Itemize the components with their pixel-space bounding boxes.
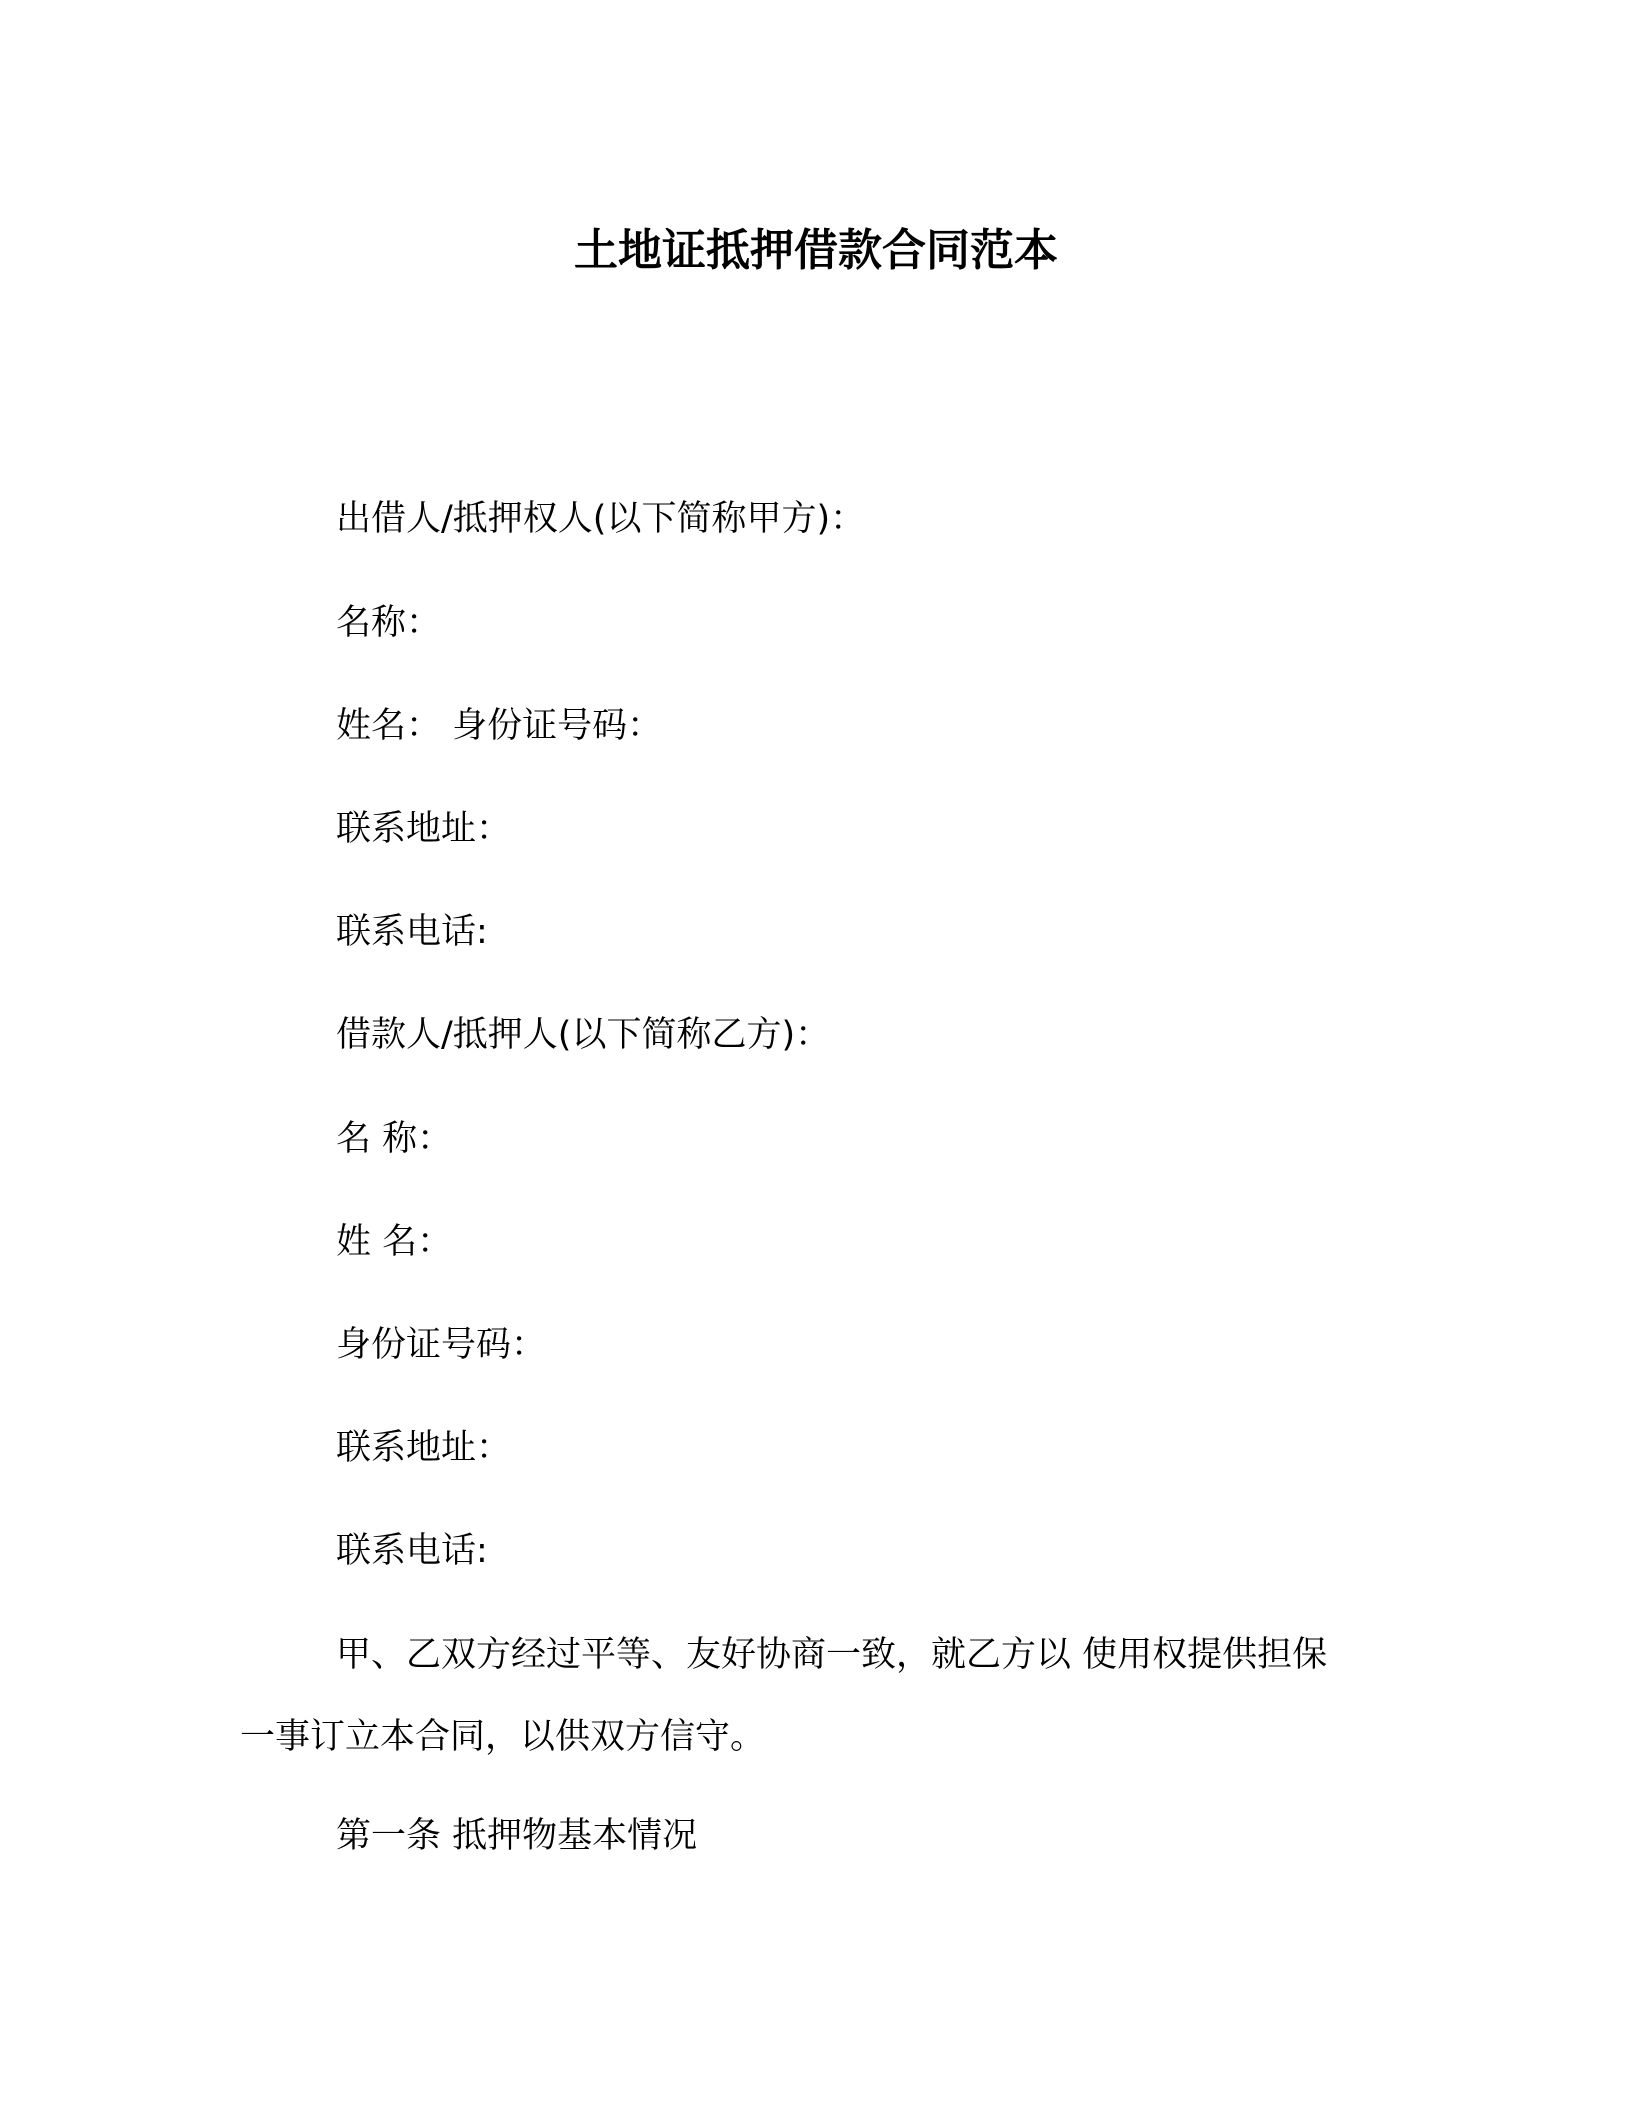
lender-heading: 出借人/抵押权人(以下简称甲方)： [336, 499, 866, 539]
agreement-paragraph-line: 一事订立本合同，以供双方信守。 [240, 1717, 766, 1757]
agreement-paragraph [240, 1631, 1400, 1761]
agreement-paragraph-line: 甲、乙双方经过平等、友好协商一致，就乙方以 使用权提供担保 [336, 1635, 1328, 1675]
borrower-heading: 借款人/抵押人(以下简称乙方)： [336, 1015, 831, 1055]
borrower-phone-field: 联系电话: [336, 1531, 488, 1571]
lender-name-field: 名称： [336, 603, 442, 643]
lender-phone-field: 联系电话: [336, 912, 488, 952]
borrower-name-field: 名 称： [336, 1119, 453, 1159]
borrower-person-name-field: 姓 名： [336, 1222, 453, 1262]
article-1-heading: 第一条 抵押物基本情况 [336, 1816, 698, 1856]
lender-id-field: 姓名： 身份证号码： [336, 706, 663, 746]
borrower-id-field: 身份证号码： [336, 1325, 547, 1365]
borrower-address-field: 联系地址： [336, 1428, 512, 1468]
document-title: 土地证抵押借款合同范本 [574, 225, 1058, 276]
lender-address-field: 联系地址： [336, 809, 512, 849]
